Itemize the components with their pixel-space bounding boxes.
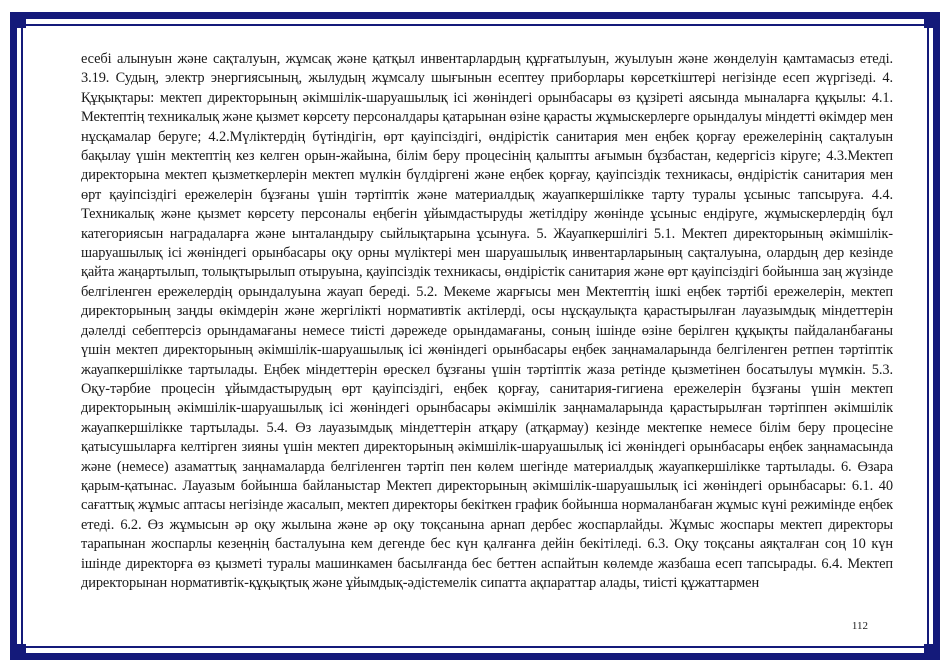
border-corner-top-right bbox=[924, 12, 940, 28]
border-corner-bottom-right bbox=[924, 644, 940, 660]
document-body bbox=[81, 50, 893, 638]
border-corner-top-left bbox=[10, 12, 26, 28]
page-number: 112 bbox=[851, 621, 868, 629]
body-paragraph: есебі алынуын және сақталуын, жұмсақ және қатқыл инвентарлардың құрғатылуын, жуылуын және жөнделуін қамтамасыз етеді. 3.19. Судың, электр энергиясының, жылудың жұмсалу шығынын есептеу приборлары көрсеткіштері негізінде есеп жүргізеді. 4. Құқықтары: мектеп директорының әкімшілік-шаруашылық ісі жөніндегі орынбасары өз құзіреті аясында мыналарға құқылы: 4.1. Мектептің техникалық және қызмет көрсету персоналдары қатарынан өзіне қарасты жұмыскерлерге орындалуы міндетті өкімдер мен нұсқамалар беруге; 4.2.Мүліктердің бүтіндігін, өрт қауіпсіздігі, өндірістік санитария мен еңбек қорғау ережелерінің сақталуын бақылау үшін мектептің кез келген орын-жайына, білім беру процесінің қалыпты ағымын бұзбастан, кедергісіз кіруге; 4.3.Мектеп директорына мектеп қызметкерлерін мектеп мүлкін бүлдіргені және еңбек қорғау, қауіпсіздік техникасы, өндірістік санитария мен өрт қауіпсіздігі ережелерін бұзғаны үшін тәртіптік және материалдық жауапкершілікке тарту туралы ұсыныс тапсыруға. 4.4. Техникалық және қызмет көрсету персоналы еңбегін ұйымдастыруды жетілдіру жөнінде ұсыныс ендіруге, жұмыскерлердің бұл категориясын наградаларға және ынталандыру сыйлықтарына ұсынуға. 5. Жауапкершілігі 5.1. Мектеп директорының әкімшілік-шаруашылық ісі жөніндегі орынбасары оқу орны мүліктері мен шаруашылық инвентарларының сақталуына, олардың дер кезінде қайта жаңартылып, толықтырылып отыруына, қауіпсіздік техникасы, өндірістік санитария және өрт қауіпсіздігі бойынша заң жүзінде белгіленген ережелердің орындалуына жауап береді. 5.2. Мекеме жарғысы мен Мектептің ішкі еңбек тәртібі ережелерін, мектеп директорының заңды өкімдерін және жергілікті нормативтік актілерді, осы нұсқаулықта қарастырылған лауазымдық міндеттерін дәлелді себептерсіз орындамағаны немесе тиісті дәрежеде орындамағаны, соның ішінде өзіне берілген құқықты пайдаланбағаны үшін мектеп директорының әкімшілік-шаруашылық ісі жөніндегі орынбасары еңбек заңнамаларында белгіленген ретпен тәртіптік жауапкершілікке тартылады. Еңбек міндеттерін өрескел бұзғаны үшін тәртіптік жаза ретінде қызметінен босатылуы мүмкін. 5.3. Оқу-тәрбие процесін ұйымдастырудың өрт қауіпсіздігі, еңбек қорғау, санитария-гигиена ережелерін бұзғаны үшін мектеп директорының әкімшілік-шаруашылық ісі жөніндегі орынбасары әкімшілік заңнамаларында қарастырылған тәртіппен әкімшілік жауапкершілікке тартылады. 5.4. Өз лауазымдық міндеттерін атқару (атқармау) кезінде мектепке немесе білім беру процесіне қатысушыларға келтірген зияны үшін мектеп директорының әкімшілік-шаруашылық ісі жөніндегі орынбасары еңбек заңнамасында және (немесе) азаматтық заңнамаларда белгіленген тәртіп пен көлем шегінде материалдық жауапкершілікке тартылады. 6. Өзара қарым-қатынас. Лауазым бойынша байланыстар Мектеп директорының әкімшілік-шаруашылық ісі жөніндегі орынбасары: 6.1. 40 сағаттық жұмыс аптасы негізінде жасалып, мектеп директоры бекіткен график бойынша нормаланбаған жұмыс күні режимінде еңбек етеді. 6.2. Өз жұмысын әр оқу жылына және әр оқу тоқсанына арнап дербес жоспарлайды. Жұмыс жоспары мектеп директоры тарапынан жоспарлы кезеңнің басталуына кем дегенде бес күн қалғанға дейін бекітіледі. 6.3. Оқу тоқсаны аяқталған соң 10 күн ішінде директорға өз қызметі туралы машинкамен басылғанда бес беттен аспайтын көлемде жазбаша есеп тапсырады. 6.4. Мектеп директорынан нормативтік-құқықтық және ұйымдық-әдістемелік сипатта ақпараттар алады, тиісті құжаттармен bbox=[81, 51, 893, 591]
border-corner-bottom-left bbox=[10, 644, 26, 660]
